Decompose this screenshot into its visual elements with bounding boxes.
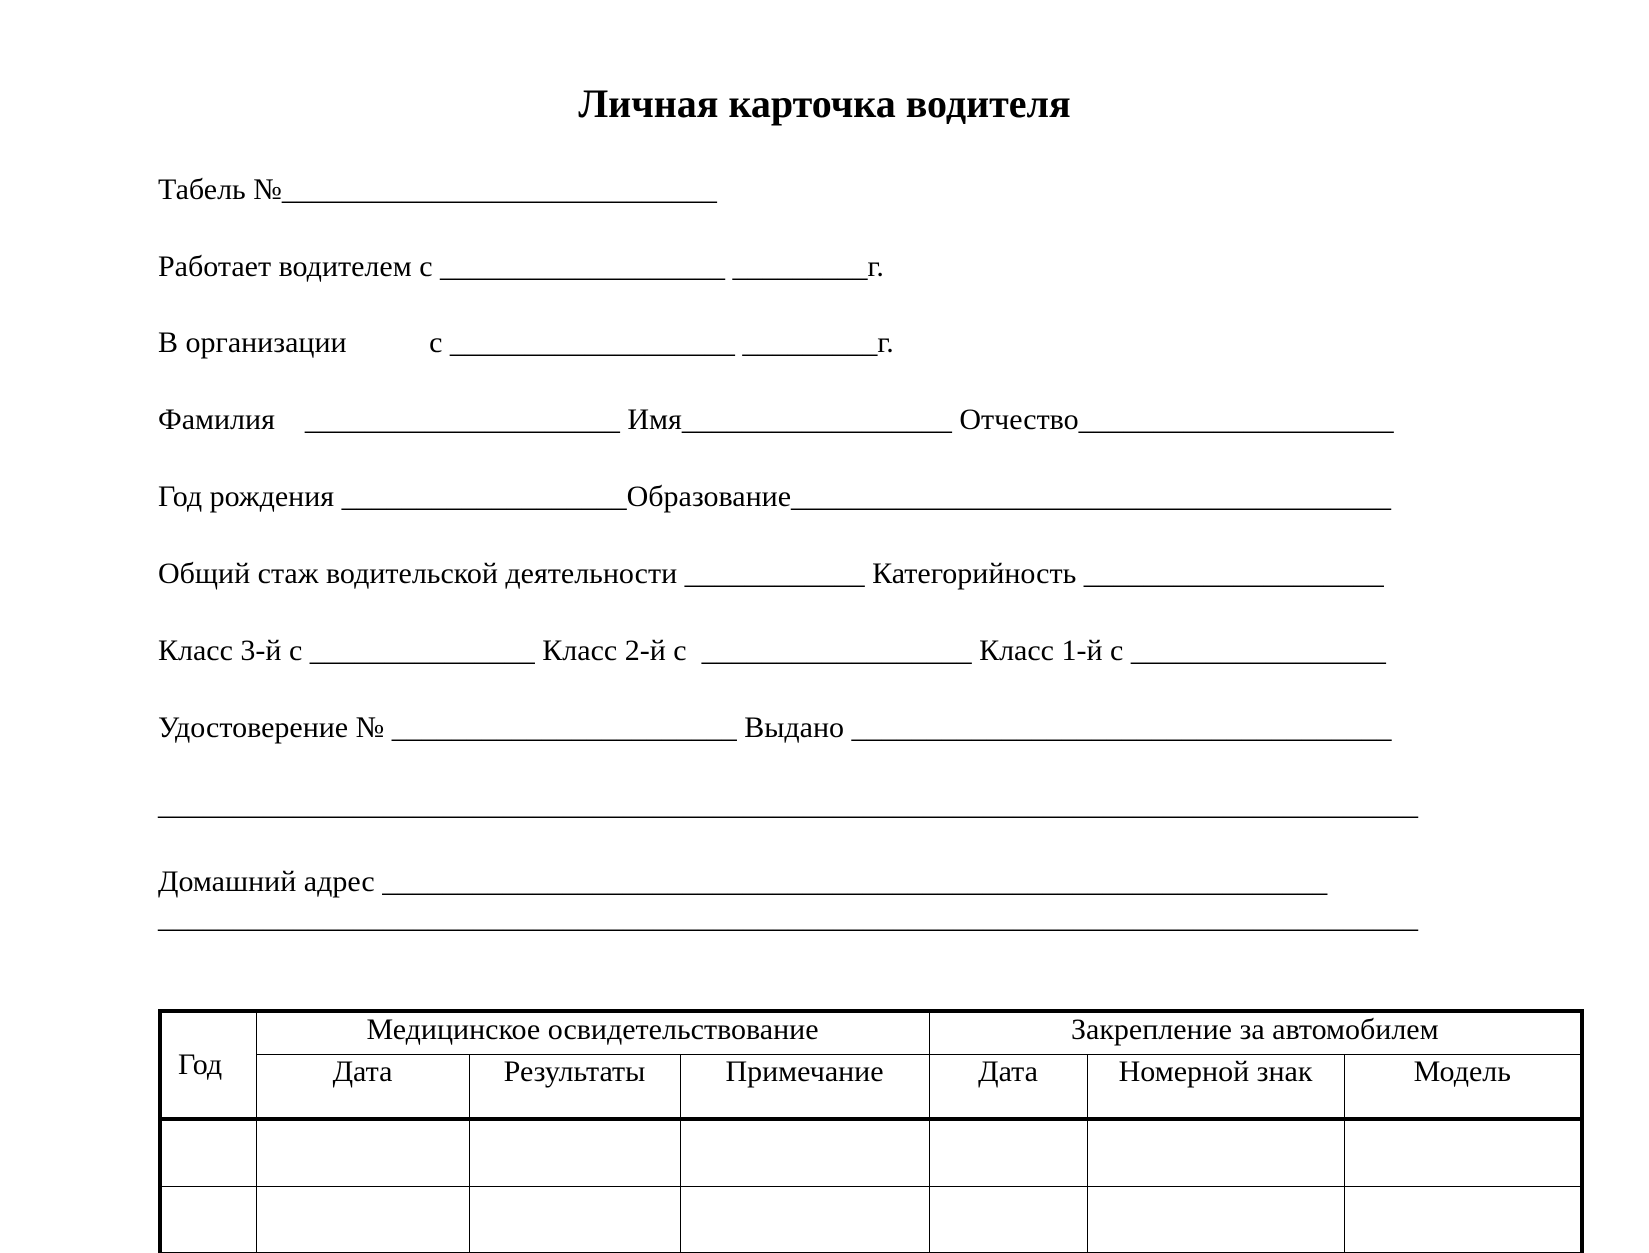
form-line-home-address-continued[interactable]: ____________________________________________________________________________________ [158,901,1418,934]
table-cell[interactable] [469,1119,680,1187]
form-line-license-continued[interactable]: ____________________________________________________________________________________ [158,788,1418,821]
form-line-organization-since[interactable]: В организации с ___________________ _________г. [158,326,894,359]
form-line-license[interactable]: Удостоверение № _______________________ Выдано ____________________________________ [158,711,1392,744]
header-results: Результаты [469,1055,680,1120]
form-line-full-name[interactable]: Фамилия _____________________ Имя__________________ Отчество_____________________ [158,403,1394,436]
header-vehicle-date: Дата [929,1055,1087,1120]
form-line-classes[interactable]: Класс 3-й с _______________ Класс 2-й с __________________ Класс 1-й с _________________ [158,634,1386,667]
header-medical-exam: Медицинское освидетельствование [256,1011,929,1055]
header-vehicle-assignment: Закрепление за автомобилем [929,1011,1582,1055]
form-line-birth-education[interactable]: Год рождения ___________________Образование________________________________________ [158,480,1392,513]
form-line-home-address[interactable]: Домашний адрес _______________________________________________________________ [158,865,1328,898]
form-line-driver-since[interactable]: Работает водителем с ___________________ _________г. [158,250,884,283]
header-model: Модель [1344,1055,1582,1120]
table-cell[interactable] [160,1119,256,1187]
header-year: Год [160,1011,256,1119]
header-medical-date: Дата [256,1055,469,1120]
table-cell[interactable] [1087,1119,1344,1187]
form-line-experience-category[interactable]: Общий стаж водительской деятельности ____________ Категорийность ____________________ [158,557,1384,590]
table-cell[interactable] [1344,1119,1582,1187]
header-plate-number: Номерной знак [1087,1055,1344,1120]
table-cell[interactable] [256,1119,469,1187]
table-cell[interactable] [680,1119,929,1187]
page-title: Личная карточка водителя [578,81,1071,126]
header-note: Примечание [680,1055,929,1120]
form-line-tabel[interactable]: Табель №_____________________________ [158,173,717,206]
table-row [160,1119,1582,1187]
table-cell[interactable] [929,1119,1087,1187]
medical-vehicle-table [158,1009,1584,1253]
